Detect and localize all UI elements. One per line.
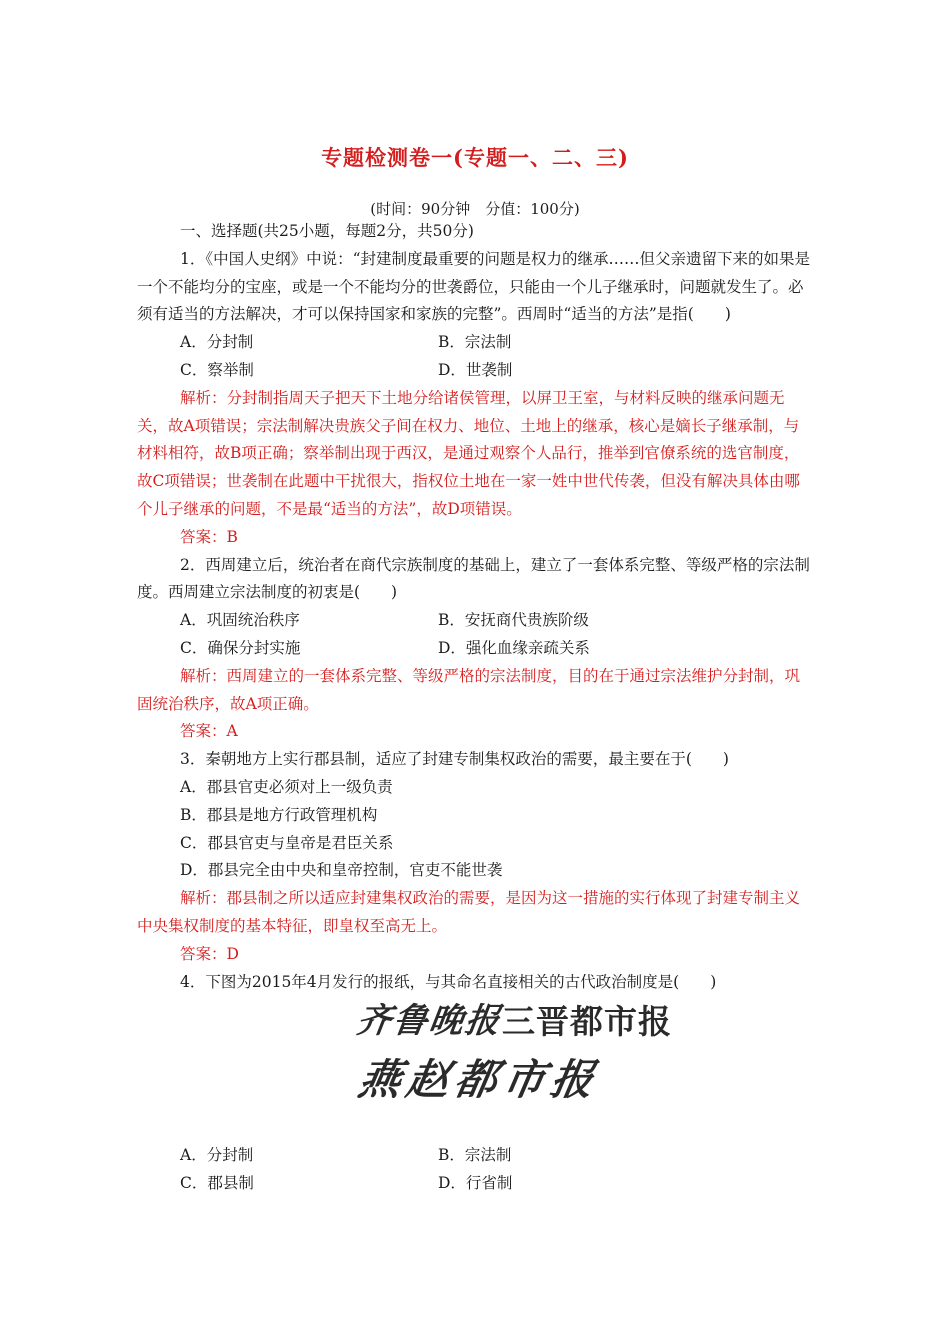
question-3-text: 3．秦朝地方上实行郡县制，适应了封建专制集权政治的需要，最主要在于( ) [180,750,729,769]
question-2-answer: 答案：A [180,722,238,741]
question-1-explanation [137,385,813,524]
question-3-explanation [137,885,813,941]
question-3-answer: 答案：D [180,944,239,963]
option-b: B．宗法制 [438,1146,512,1165]
option-d: D．郡县完全由中央和皇帝控制，官吏不能世袭 [180,861,503,880]
section-heading: 一、选择题(共25小题，每题2分，共50分) [180,222,474,240]
page-title: 专题检测卷一(专题一、二、三) [321,145,629,170]
option-c: C．郡县官吏与皇帝是君臣关系 [180,833,394,852]
explanation-text: 分封制指周天子把天下土地分给诸侯管理，以屏卫王室，与材料反映的继承问题无关，故A项错误；宗法制解决贵族父子间在权力、地位、土地上的继承，核心是嫡长子继承制，与材料相符，故B项正确；察举制出现于西汉，是通过观察个人品行，推举到官僚系统的选官制度，故C项错误；世袭制在此题中干扰很大，指权位土地在一家一姓中世代传袭，但没有解决具体由哪个儿子继承的问题，不是最“适当的方法”，故D项错误。 [137,388,800,518]
option-b: B．安抚商代贵族阶级 [438,611,589,630]
option-d: D．行省制 [438,1174,513,1193]
document-body [137,218,813,1198]
question-2-text: 2．西周建立后，统治者在商代宗族制度的基础上，建立了一套体系完整、等级严格的宗法制度。西周建立宗法制度的初衷是( ) [137,555,810,602]
option-c: C．确保分封实施 [180,638,301,657]
option-a: A．分封制 [180,1146,254,1165]
question-4-text: 4．下图为2015年4月发行的报纸，与其命名直接相关的古代政治制度是( ) [180,972,717,991]
explanation-label: 解析： [180,388,227,407]
option-a: A．郡县官吏必须对上一级负责 [180,777,393,796]
question-1-answer: 答案：B [180,527,238,546]
explanation-text: 西周建立的一套体系完整、等级严格的宗法制度，目的在于通过宗法维护分封制，巩固统治秩序，故A项正确。 [137,666,801,713]
question-1-options-row1 [137,329,813,357]
question-1-text: 1．《中国人史纲》中说：“封建制度最重要的问题是权力的继承……但父亲遗留下来的如果是一个不能均分的宝座，或是一个不能均分的世袭爵位，只能由一个儿子继承时，问题就发生了。必须有适当的方法解决，才可以保持国家和家族的完整”。西周时“适当的方法”是指( ) [137,249,811,324]
option-a: A．分封制 [180,333,254,352]
newspaper-logo-qilu: 齐鲁晚报 [354,1001,504,1042]
option-d: D．世袭制 [438,360,513,379]
question-2-explanation [137,663,813,719]
explanation-label: 解析： [180,666,227,685]
explanation-label: 解析： [180,889,227,908]
option-c: C．郡县制 [180,1174,254,1193]
question-4-options-row2 [137,1170,813,1198]
option-a: A．巩固统治秩序 [180,611,300,630]
question-2-options-row2 [137,635,813,663]
option-d: D．强化血缘亲疏关系 [438,638,590,657]
option-b: B．宗法制 [438,333,512,352]
option-c: C．察举制 [180,360,254,379]
newspaper-mastheads-image [137,1000,813,1140]
question-1-options-row2 [137,357,813,385]
option-b: B．郡县是地方行政管理机构 [180,805,378,824]
exam-meta: (时间：90分钟 分值：100分) [370,200,580,218]
question-2-options-row1 [137,607,813,635]
newspaper-logo-sanjin: 三晋都市报 [502,1002,672,1042]
question-4-options-row1 [137,1142,813,1170]
newspaper-logo-yanzhao: 燕赵都市报 [354,1055,604,1105]
explanation-text: 郡县制之所以适应封建集权政治的需要，是因为这一措施的实行体现了封建专制主义中央集权制度的基本特征，即皇权至高无上。 [137,889,801,935]
